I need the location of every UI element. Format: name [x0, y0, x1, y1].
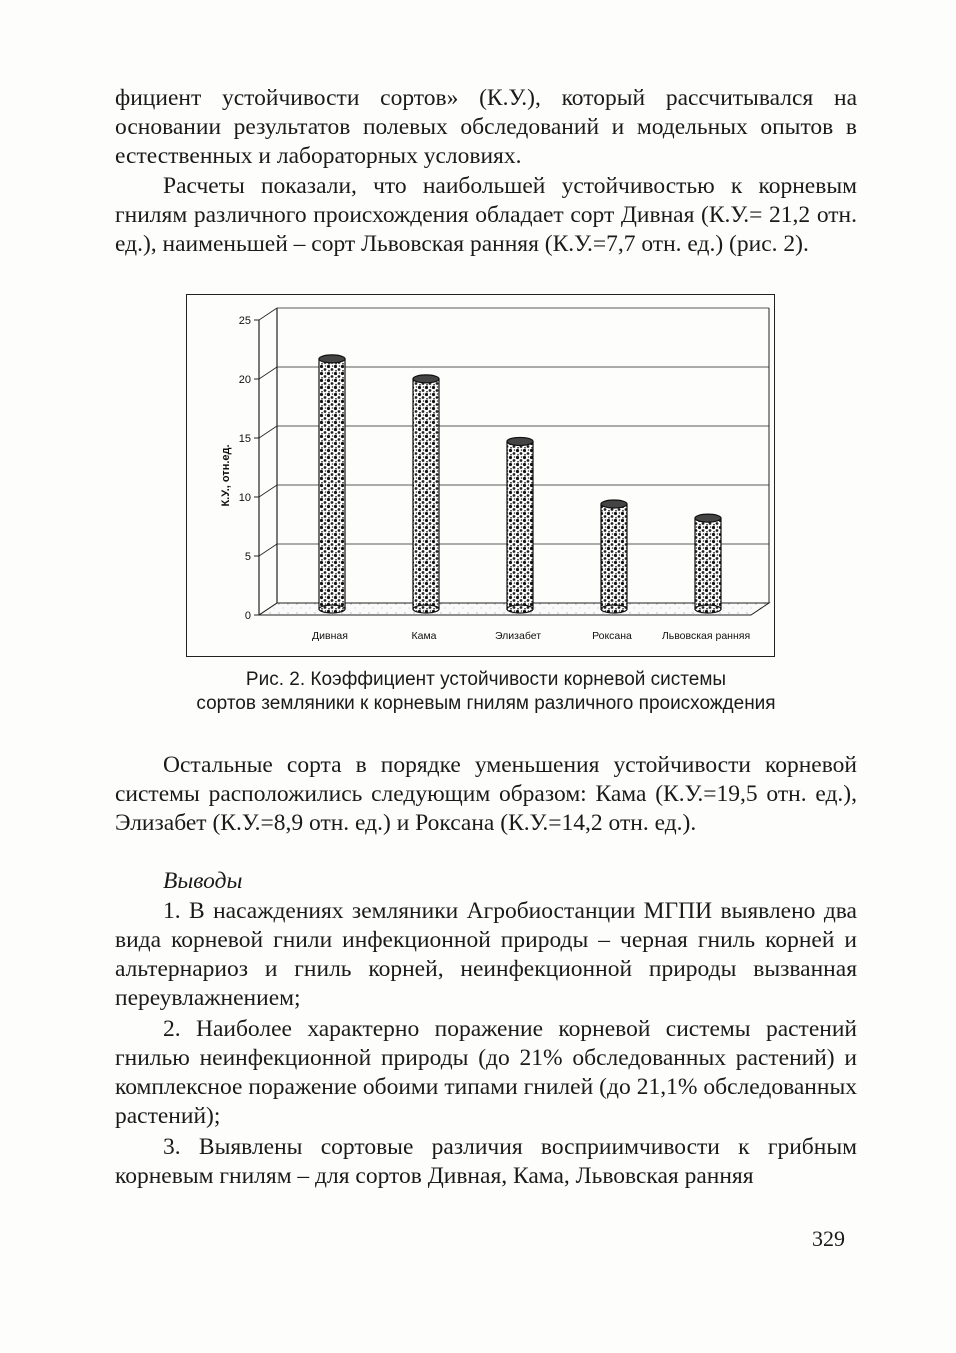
bar-cylinder-body — [695, 518, 721, 609]
x-category-label: Львовская ранняя — [661, 630, 751, 642]
bar-cylinder-top — [695, 514, 721, 522]
paragraph-results: Расчеты показали, что наибольшей устойчивостью к корневым гнилям различного происхождения обладает сорт Дивная (К.У.= 21,2 отн. ед.), наименьшей – сорт Львовская ранняя (К.У.=7,7 отн. ед.) (рис. 2). — [115, 173, 857, 257]
bar-cylinder-bottom — [601, 605, 627, 613]
bar-cylinder-bottom — [413, 605, 439, 613]
bar-cylinder-body — [601, 504, 627, 609]
x-category-label: Кама — [411, 630, 437, 642]
bar-cylinder-bottom — [319, 605, 345, 613]
paragraph-intro: фициент устойчивости сортов» (К.У.), который рассчитывался на основании результатов полевых обследований и модельных опытов в естественных и лабораторных условиях. — [115, 85, 857, 169]
gridline-diagonal — [259, 544, 277, 556]
bar-cylinder-bottom — [507, 605, 533, 613]
bar-cylinder-top — [319, 355, 345, 363]
page-number: 329 — [812, 1226, 845, 1251]
caption-line-2: сортов земляники к корневым гнилям различного происхождения — [196, 693, 776, 714]
y-tick-label: 15 — [238, 433, 251, 445]
x-category-label: Роксана — [592, 630, 632, 642]
conclusion-3: 3. Выявлены сортовые различия восприимчивости к грибным корневым гнилям – для сортов Дивная, Кама, Львовская ранняя — [115, 1134, 857, 1189]
conclusion-2: 2. Наиболее характерно поражение корневой системы растений гнилью неинфекционной природы (до 21% обследованных растений) и комплексное поражение обоими типами гнилей (до 21,1% обследованных растений); — [115, 1016, 857, 1129]
y-tick-label: 20 — [238, 374, 251, 386]
paragraph-other-varieties: Остальные сорта в порядке уменьшения устойчивости корневой системы расположились следующим образом: Кама (К.У.=19,5 отн. ед.), Элизабет (К.У.=8,9 отн. ед.) и Роксана (К.У.=14,2 отн. ед.). — [115, 752, 857, 836]
y-tick-label: 10 — [238, 492, 251, 504]
y-tick-label: 0 — [244, 610, 251, 622]
bar-cylinder-body — [413, 379, 439, 609]
bar-cylinder-body — [507, 441, 533, 609]
bar-cylinder-top — [413, 375, 439, 383]
bar-cylinder-bottom — [695, 605, 721, 613]
y-tick-label: 25 — [238, 315, 251, 327]
caption-line-1: Рис. 2. Коэффициент устойчивости корневой системы — [245, 669, 727, 690]
bar-cylinder-top — [601, 500, 627, 508]
gridline-diagonal — [259, 367, 277, 379]
figure-chart — [186, 294, 775, 657]
bar-chart — [187, 295, 773, 655]
section-heading: Выводы — [163, 868, 243, 894]
figure-caption — [130, 668, 842, 716]
gridline-diagonal — [259, 485, 277, 497]
bar-cylinder-top — [507, 437, 533, 445]
conclusion-1: 1. В насаждениях земляники Агробиостанции МГПИ выявлено два вида корневой гнили инфекционной природы – черная гниль корней и альтернариоз и гниль корней, неинфекционной природы вызванная переувлажнением; — [115, 898, 857, 1011]
y-tick-label: 5 — [244, 551, 251, 563]
x-category-label: Элизабет — [494, 630, 542, 642]
gridline-diagonal — [259, 426, 277, 438]
gridline-diagonal — [259, 308, 277, 320]
x-category-label: Дивная — [312, 630, 348, 642]
y-axis-label: К.У., отн.ед. — [220, 444, 232, 507]
bar-cylinder-body — [319, 359, 345, 609]
